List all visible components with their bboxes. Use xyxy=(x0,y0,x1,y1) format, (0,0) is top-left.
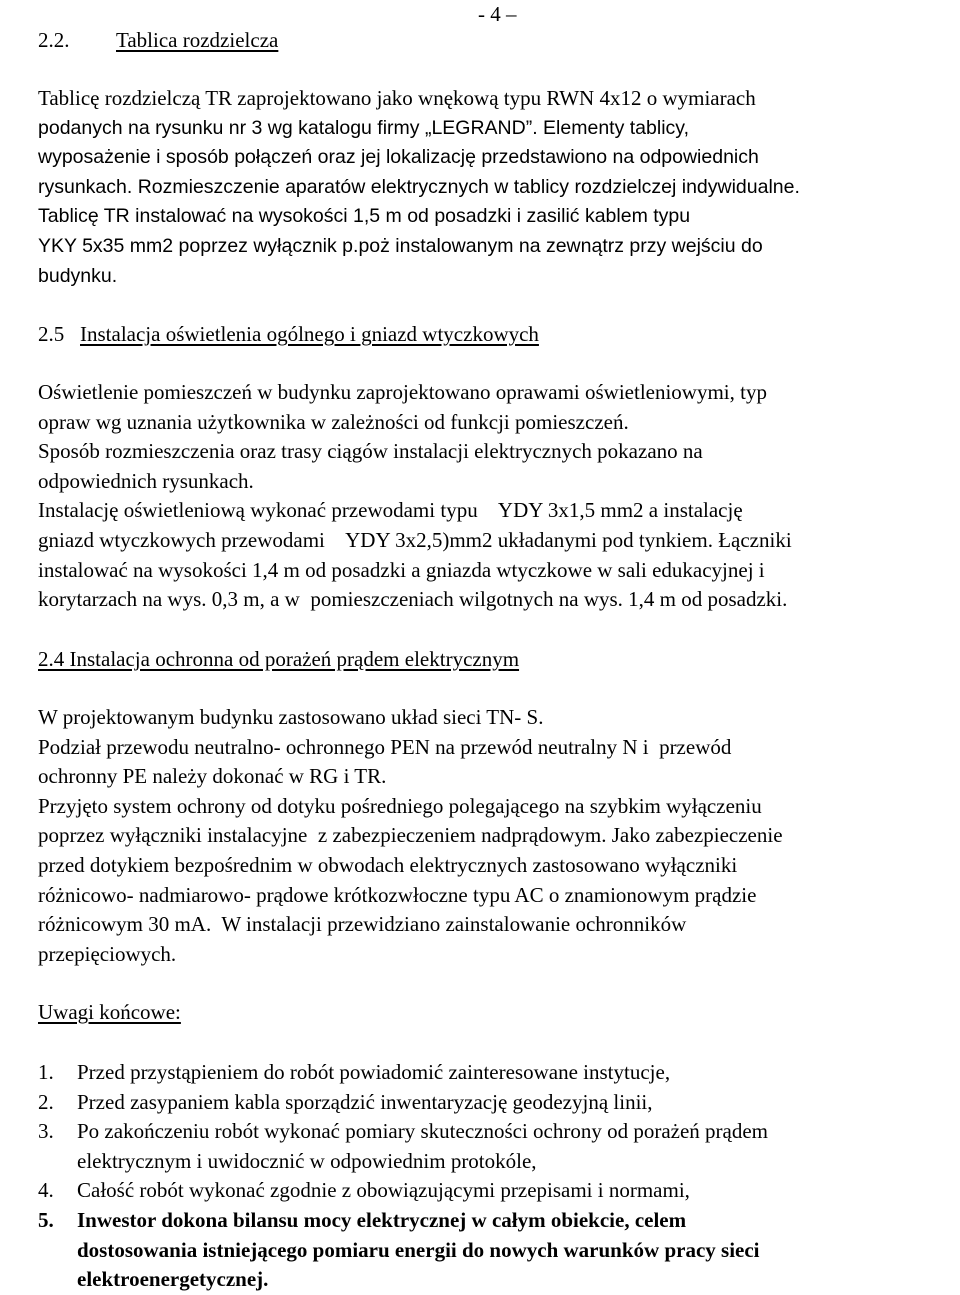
page-number: - 4 – xyxy=(478,2,517,26)
paragraph-line: ochronny PE należy dokonać w RG i TR. xyxy=(38,764,387,789)
line-right-part: i przewód xyxy=(642,734,732,759)
section-2-5-body xyxy=(38,378,956,615)
paragraph-line: Tablicę rozdzielczą TR zaprojektowano jako wnękową typu RWN 4x12 o wymiarach xyxy=(38,86,756,110)
list-item-number: 1. xyxy=(38,1060,54,1084)
list-item-text: Przed przystąpieniem do robót powiadomić zainteresowane instytucje, xyxy=(77,1060,671,1084)
section-2-4-body xyxy=(38,703,956,969)
paragraph-line: Sposób rozmieszczenia oraz trasy ciągów instalacji elektrycznych pokazano na xyxy=(38,439,703,464)
paragraph-line: odpowiednich rysunkach. xyxy=(38,468,254,493)
paragraph-line: różnicowo- nadmiarowo- prądowe krótkozwłoczne typu AC o znamionowym prądzie xyxy=(38,882,757,907)
list-item xyxy=(38,1058,956,1088)
paragraph-line: poprzez wyłączniki instalacyjne z zabezpieczeniem nadprądowym. Jako zabezpieczenie xyxy=(38,823,783,848)
list-item-text: Przed zasypaniem kabla sporządzić inwentaryzację geodezyjną linii, xyxy=(77,1089,653,1114)
list-item-number: 2. xyxy=(38,1089,54,1114)
paragraph-line: Przyjęto system ochrony od dotyku pośredniego polegającego na szybkim wyłączeniu xyxy=(38,793,762,818)
list-item xyxy=(38,1206,956,1295)
list-item-number: 3. xyxy=(38,1119,54,1144)
section-2-4-title: 2.4 Instalacja ochronna od porażeń prądem elektrycznym xyxy=(38,647,520,671)
paragraph-line xyxy=(38,733,956,763)
list-item-text: Po zakończeniu robót wykonać pomiary skuteczności ochrony od porażeń prądem xyxy=(77,1119,769,1144)
line-left-part: Podział przewodu neutralno- ochronnego PEN na przewód neutralny N xyxy=(38,734,638,759)
list-item-text: Całość robót wykonać zgodnie z obowiązującymi przepisami i normami, xyxy=(77,1178,690,1203)
paragraph-line: W projektowanym budynku zastosowano układ sieci TN- S. xyxy=(38,705,544,729)
section-2-2-number: 2.2. xyxy=(38,28,70,52)
paragraph-line: Tablicę TR instalować na wysokości 1,5 m od posadzki i zasilić kablem typu xyxy=(38,205,691,228)
list-item-number: 5. xyxy=(38,1207,54,1232)
section-2-5-number: 2.5 xyxy=(38,322,65,346)
list-item-text: elektrycznym i uwidocznić w odpowiednim protokóle, xyxy=(77,1148,537,1173)
paragraph-line: instalować na wysokości 1,4 m od posadzki a gniazda wtyczkowe w sali edukacyjnej i xyxy=(38,557,765,582)
paragraph-line: budynku. xyxy=(38,264,118,287)
paragraph-line: Instalację oświetleniową wykonać przewodami typu YDY 3x1,5 mm2 a instalację xyxy=(38,498,743,523)
list-item xyxy=(38,1176,956,1206)
paragraph-line: wyposażenie i sposób połączeń oraz jej lokalizację przedstawiono na odpowiednich xyxy=(38,146,759,169)
list-item-text: elektroenergetycznej. xyxy=(77,1267,269,1292)
list-item-text: Inwestor dokona bilansu mocy elektrycznej w całym obiekcie, celem xyxy=(77,1207,687,1232)
paragraph-line: podanych na rysunku nr 3 wg katalogu firmy „LEGRAND”. Elementy tablicy, xyxy=(38,116,689,139)
section-2-2-title: Tablica rozdzielcza xyxy=(116,28,279,52)
section-2-2-body xyxy=(38,84,956,291)
paragraph-line: korytarzach na wys. 0,3 m, a w pomieszczeniach wilgotnych na wys. 1,4 m od posadzki. xyxy=(38,587,788,612)
list-item-number: 4. xyxy=(38,1178,54,1203)
paragraph-line: przepięciowych. xyxy=(38,941,177,966)
remarks-list xyxy=(38,1058,956,1295)
section-2-5-title: Instalacja oświetlenia ogólnego i gniazd wtyczkowych xyxy=(80,322,539,346)
paragraph-line: przed dotykiem bezpośrednim w obwodach elektrycznych zastosowano wyłączniki xyxy=(38,852,738,877)
paragraph-line: gniazd wtyczkowych przewodami YDY 3x2,5)mm2 układanymi pod tynkiem. Łączniki xyxy=(38,527,792,552)
paragraph-line: YKY 5x35 mm2 poprzez wyłącznik p.poż instalowanym na zewnątrz przy wejściu do xyxy=(38,234,763,257)
list-item xyxy=(38,1117,956,1176)
paragraph-line: Oświetlenie pomieszczeń w budynku zaprojektowano oprawami oświetleniowymi, typ xyxy=(38,380,767,404)
paragraph-line: opraw wg uznania użytkownika w zależności od funkcji pomieszczeń. xyxy=(38,409,629,434)
paragraph-line: rysunkach. Rozmieszczenie aparatów elektrycznych w tablicy rozdzielczej indywidualne. xyxy=(38,175,800,198)
list-item xyxy=(38,1088,956,1118)
remarks-title: Uwagi końcowe: xyxy=(38,1000,181,1024)
paragraph-line: różnicowym 30 mA. W instalacji przewidziano zainstalowanie ochronników xyxy=(38,912,687,937)
list-item-text: dostosowania istniejącego pomiaru energii do nowych warunków pracy sieci xyxy=(77,1237,760,1262)
